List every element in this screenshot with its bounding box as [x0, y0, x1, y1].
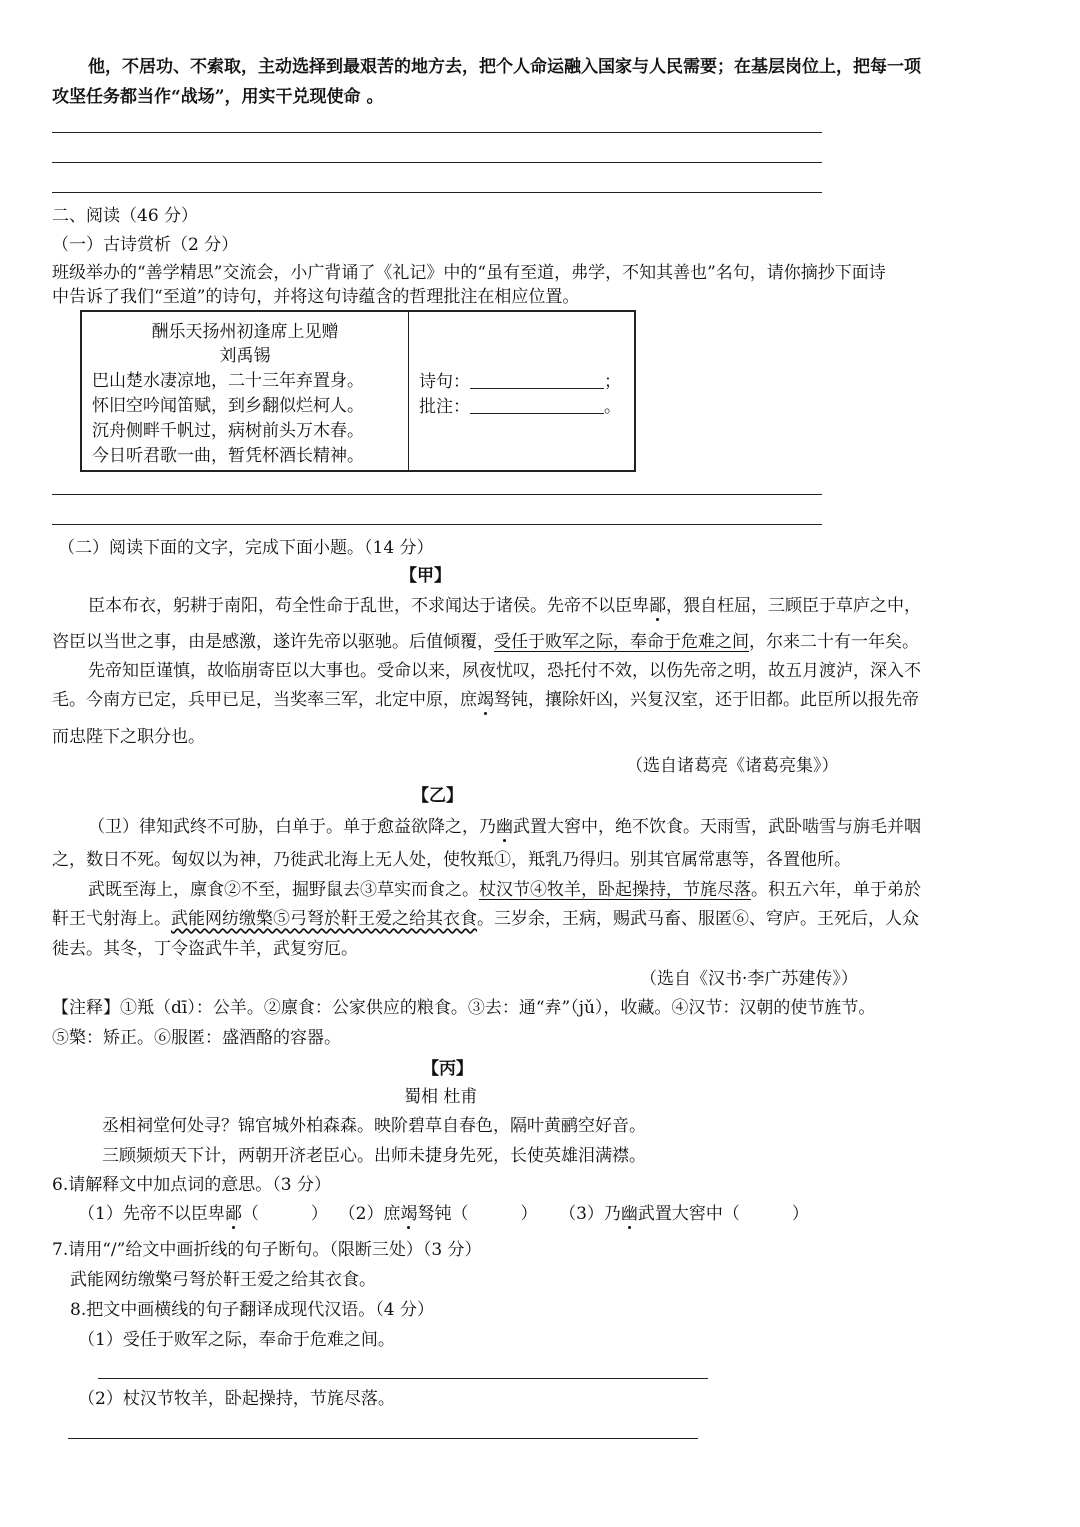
bing-line-1: 丞相祠堂何处寻？锦官城外柏森森。映阶碧草自春色，隔叶黄鹂空好音。	[102, 1116, 646, 1136]
answer-line[interactable]	[68, 1438, 698, 1439]
jia-heading: 【甲】	[400, 566, 451, 586]
verse-blank[interactable]	[470, 370, 604, 389]
yi-paragraph-1: （卫）律知武终不可胁，白单于。单于愈益欲降之，乃幽武置大窖中，绝不饮食。天雨雪，武卧啮雪与旃毛并咽	[88, 817, 921, 837]
dotted-word: 竭	[400, 1204, 418, 1224]
yi-heading: 【乙】	[412, 786, 463, 806]
part2-title: （二）阅读下面的文字，完成下面小题。（14 分）	[58, 538, 434, 558]
answer-line	[52, 192, 822, 193]
yi-paragraph-2: 武既至海上，廪食②不至，掘野鼠去③草实而食之。杖汉节④牧羊，卧起操持，节旄尽落。积五六年，单于弟於	[88, 880, 921, 900]
question-7-sentence: 武能网纺缴檠弓弩於靬王爱之给其衣食。	[70, 1270, 376, 1290]
answer-line	[52, 494, 822, 495]
answer-line	[52, 132, 822, 133]
jia-source: （选自诸葛亮《诸葛亮集》）	[626, 756, 839, 776]
jia-paragraph-1: 臣本布衣，躬耕于南阳，苟全性命于乱世，不求闻达于诸侯。先帝不以臣卑鄙，猥自枉屈，三顾臣于草庐之中，	[88, 596, 921, 616]
part1-question-line-1: 班级举办的“善学精思”交流会，小广背诵了《礼记》中的“虽有至道，弗学，不知其善也”名句，请你摘抄下面诗	[52, 263, 886, 283]
question-8-item-2: （2）杖汉节牧羊，卧起操持，节旄尽落。	[78, 1389, 395, 1409]
yi-paragraph-2-cont: 靬王弋射海上。武能网纺缴檠⑤弓弩於靬王爱之给其衣食。三岁余，王病，赐武马畜、服匿⑥、穹庐。王死后，人众	[52, 909, 919, 929]
poem-line: 巴山楚水凄凉地，二十三年弃置身。	[92, 371, 364, 391]
dotted-word: 鄙	[649, 596, 666, 616]
answer-line	[52, 524, 822, 525]
yi-source: （选自《汉书·李广苏建传》）	[640, 969, 858, 989]
bing-line-2: 三顾频烦天下计，两朝开济老臣心。出师未捷身先死，长使英雄泪满襟。	[102, 1146, 646, 1166]
dotted-word: 竭	[477, 690, 494, 710]
underlined-sentence: 杖汉节④牧羊，卧起操持，节旄尽落	[479, 880, 751, 900]
intro-line-2: 攻坚任务都当作“战场”，用实干兑现使命 。	[52, 87, 384, 107]
poem-box	[80, 310, 636, 472]
dotted-word: 幽	[496, 817, 513, 837]
section-title: 二、阅读（46 分）	[52, 206, 199, 226]
wavy-underlined-sentence: 武能网纺缴檠⑤弓弩於靬王爱之给其衣食	[171, 909, 477, 929]
poem-divider	[408, 312, 409, 470]
yi-notes-cont: ⑤檠：矫正。⑥服匿：盛酒酪的容器。	[52, 1028, 341, 1048]
question-8-item-1: （1）受任于败军之际，奉命于危难之间。	[78, 1330, 395, 1350]
jia-paragraph-1-cont: 咨臣以当世之事，由是感激，遂许先帝以驱驰。后值倾覆，受任于败军之际，奉命于危难之间，尔来二十有一年矣。	[52, 632, 919, 652]
answer-line	[52, 162, 822, 163]
question-6-items: （1）先帝不以臣卑鄙（ ） （2）庶竭驽钝（ ） （3）乃幽武置大窖中（ ）	[78, 1204, 809, 1224]
poem-line: 沉舟侧畔千帆过，病树前头万木春。	[92, 421, 364, 441]
poem-author: 刘禹锡	[219, 346, 271, 366]
jia-paragraph-2-cont: 毛。今南方已定，兵甲已足，当奖率三军，北定中原，庶竭驽钝，攘除奸凶，兴复汉室，还于旧都。此臣所以报先帝	[52, 690, 919, 710]
question-8: 8.把文中画横线的句子翻译成现代汉语。（4 分）	[70, 1300, 434, 1320]
dotted-word: 鄙	[224, 1204, 242, 1224]
yi-paragraph-2-end: 徙去。其冬，丁令盗武牛羊，武复穷厄。	[52, 939, 358, 959]
yi-notes: 【注释】①羝（dī）：公羊。②廪食：公家供应的粮食。③去：通“弆”（jǔ），收藏。④汉节：汉朝的使节旌节。	[52, 998, 876, 1018]
note-answer	[419, 395, 621, 419]
verse-answer	[419, 370, 621, 394]
yi-paragraph-1-cont: 之，数日不死。匈奴以为神，乃徙武北海上无人处，使牧羝①，羝乳乃得归。别其官属常惠等，各置他所。	[52, 850, 851, 870]
note-end: 。	[604, 397, 621, 417]
verse-label: 诗句：	[419, 372, 470, 392]
part1-title: （一）古诗赏析（2 分）	[52, 235, 239, 255]
jia-paragraph-2-end: 而忠陛下之职分也。	[52, 727, 205, 747]
note-blank[interactable]	[470, 395, 604, 414]
question-7: 7.请用“/”给文中画折线的句子断句。（限断三处）（3 分）	[52, 1240, 482, 1260]
note-label: 批注：	[419, 397, 470, 417]
bing-heading: 【丙】	[422, 1059, 473, 1079]
answer-line[interactable]	[98, 1378, 708, 1379]
verse-end: ；	[604, 372, 621, 392]
poem-line: 今日听君歌一曲，暂凭杯酒长精神。	[92, 446, 364, 466]
poem-line: 怀旧空吟闻笛赋，到乡翻似烂柯人。	[92, 396, 364, 416]
jia-paragraph-2: 先帝知臣谨慎，故临崩寄臣以大事也。受命以来，夙夜忧叹，恐托付不效，以伤先帝之明，故五月渡泸，深入不	[88, 661, 921, 681]
bing-title: 蜀相 杜甫	[404, 1087, 478, 1107]
dotted-word: 幽	[620, 1204, 638, 1224]
question-6: 6.请解释文中加点词的意思。（3 分）	[52, 1175, 331, 1195]
part1-question-line-2: 中告诉了我们“至道”的诗句，并将这句诗蕴含的哲理批注在相应位置。	[52, 287, 580, 307]
poem-title: 酬乐天扬州初逢席上见赠	[151, 322, 339, 342]
intro-line-1: 他，不居功、不索取，主动选择到最艰苦的地方去，把个人命运融入国家与人民需要；在基层岗位上，把每一项	[88, 57, 921, 77]
underlined-sentence: 受任于败军之际，奉命于危难之间	[494, 632, 749, 652]
